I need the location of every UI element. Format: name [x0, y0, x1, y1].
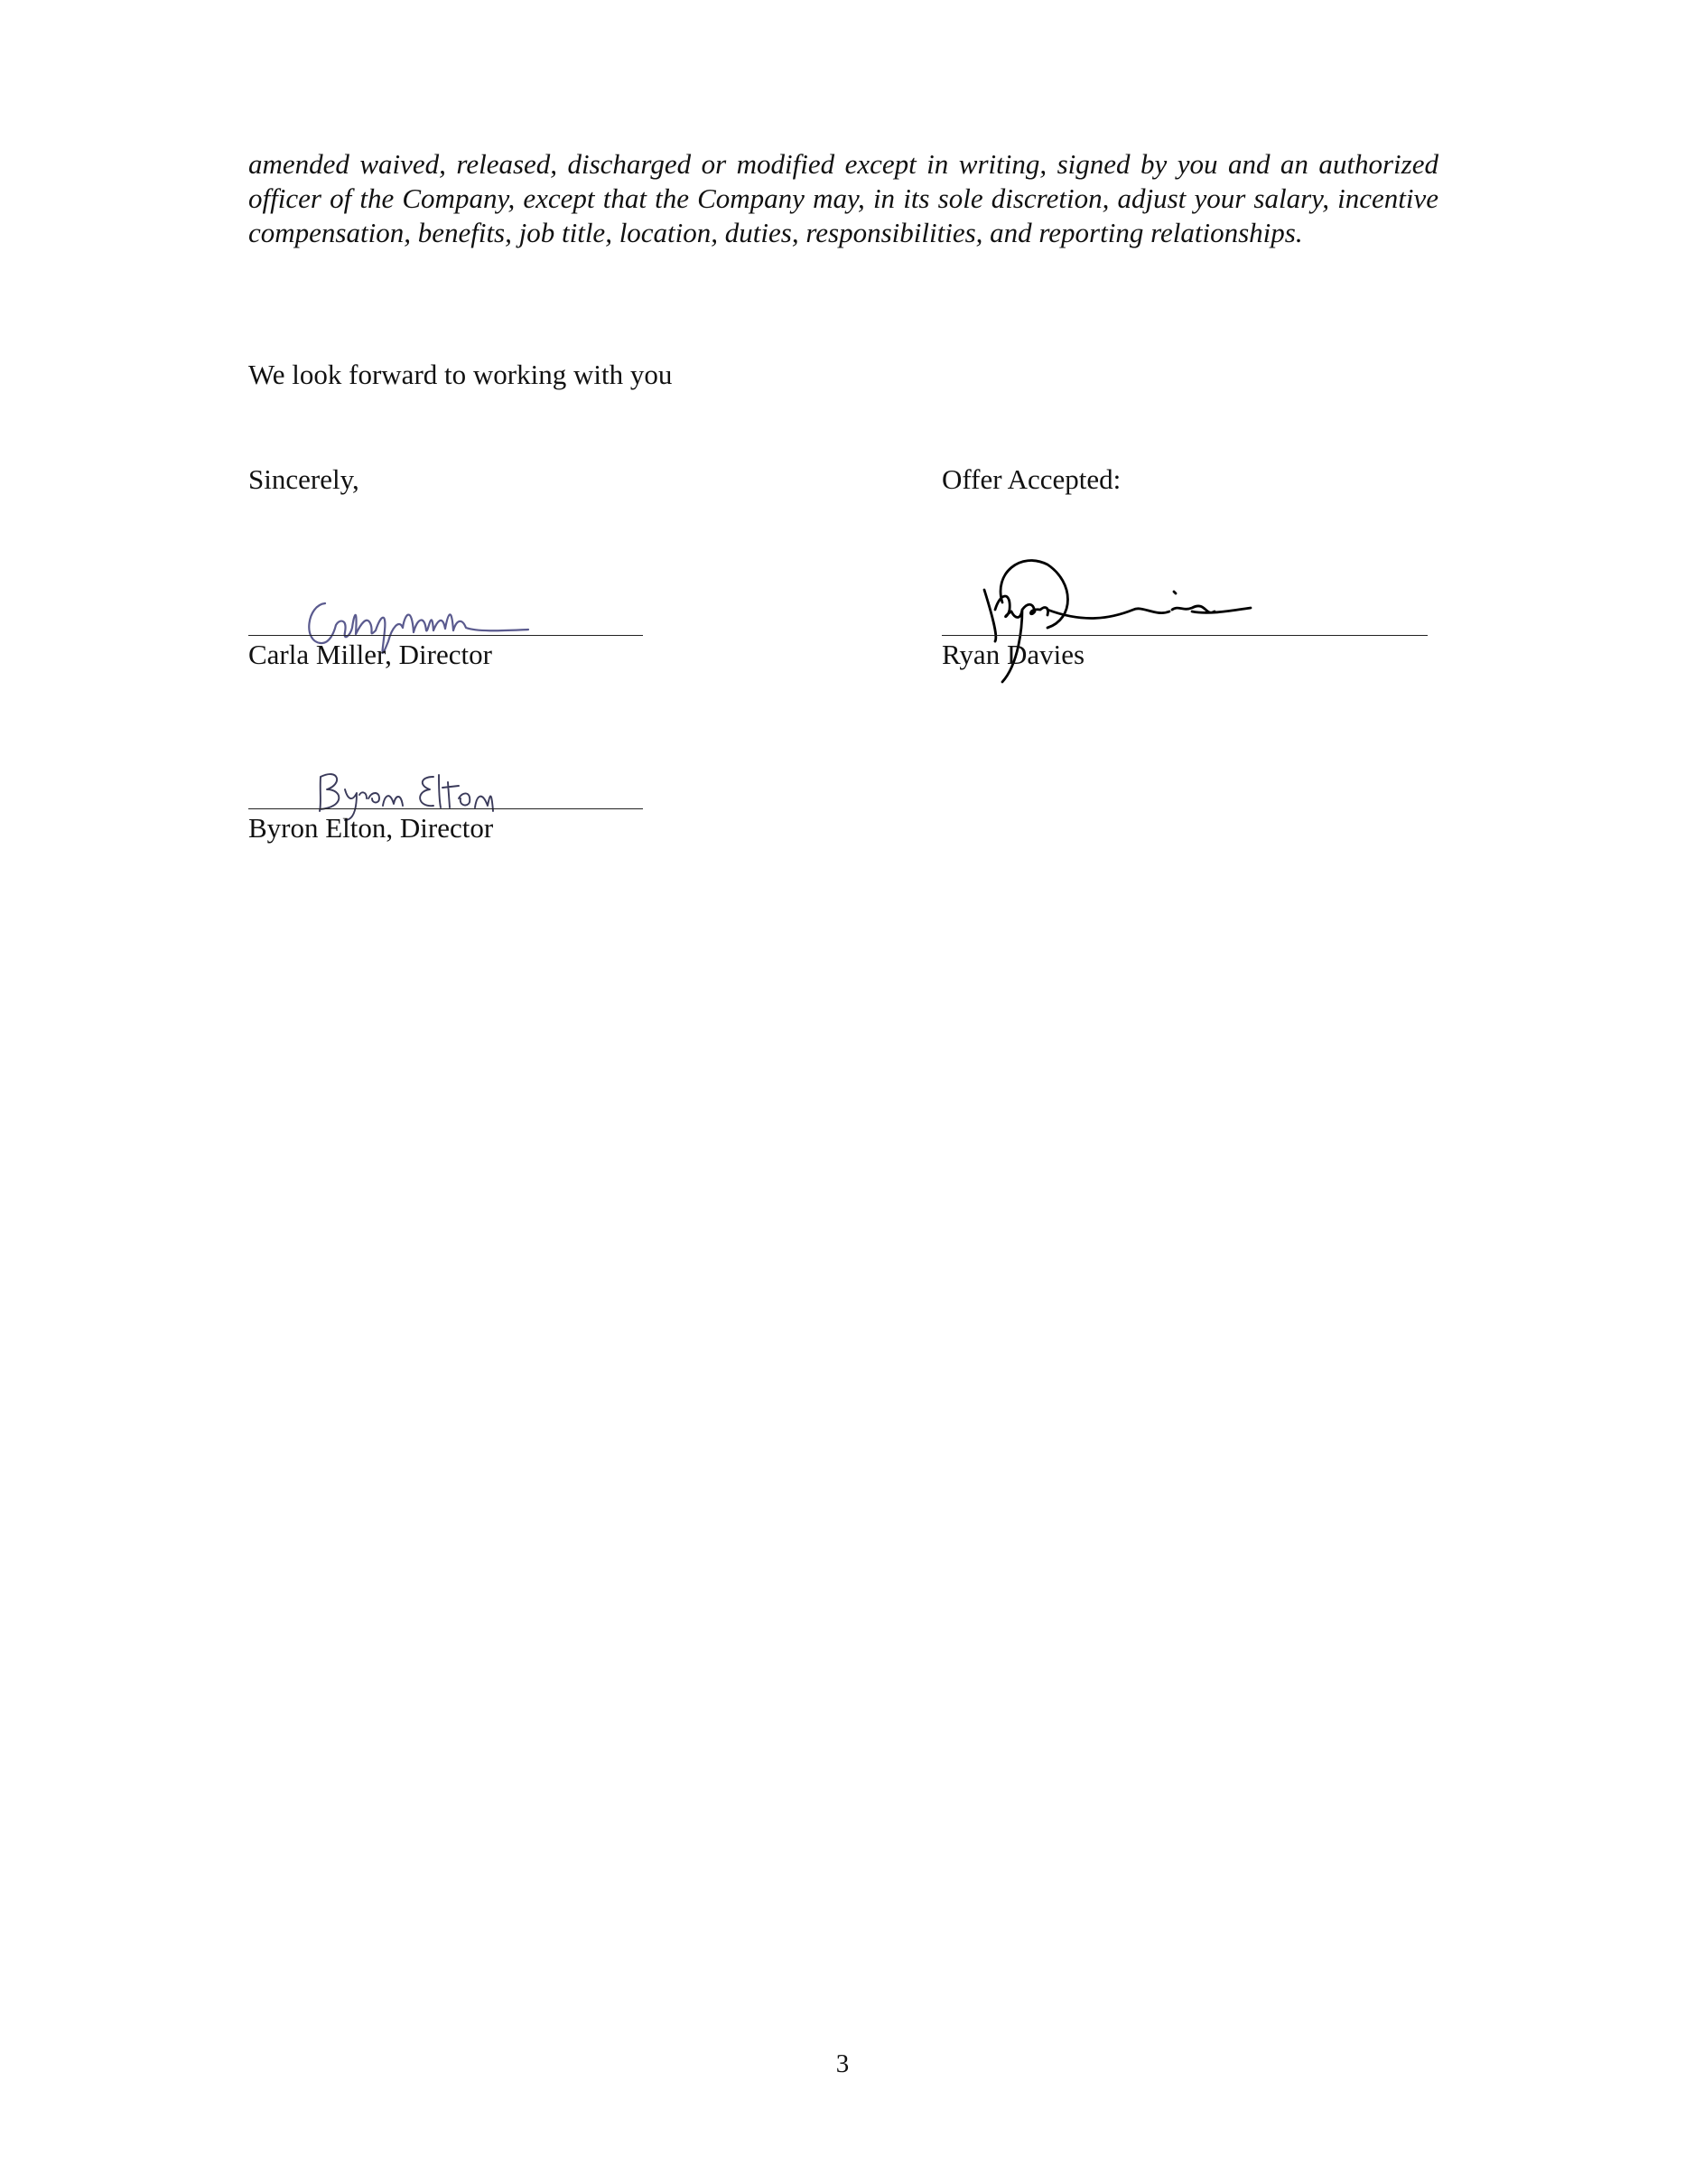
byron-elton-caption: Byron Elton, Director	[248, 812, 494, 844]
carla-signature-line	[248, 635, 643, 636]
byron-signature-line	[248, 808, 643, 809]
offer-accepted-label: Offer Accepted:	[942, 463, 1122, 495]
sincerely-label: Sincerely,	[248, 463, 359, 495]
ryan-signature-line	[942, 635, 1428, 636]
ryan-davies-caption: Ryan Davies	[942, 639, 1085, 670]
carla-miller-caption: Carla Miller, Director	[248, 639, 492, 670]
closing-line: We look forward to working with you	[248, 359, 673, 390]
body-paragraph: amended waived, released, discharged or modified except in writing, signed by you and an authorized officer of the Company, except that the Company may, in its sole discretion, adjust your salary, incentive compensation, benefits, job title, location, duties, responsibilities, and reporting relationships.	[248, 148, 1438, 248]
page-number: 3	[835, 2049, 850, 2078]
